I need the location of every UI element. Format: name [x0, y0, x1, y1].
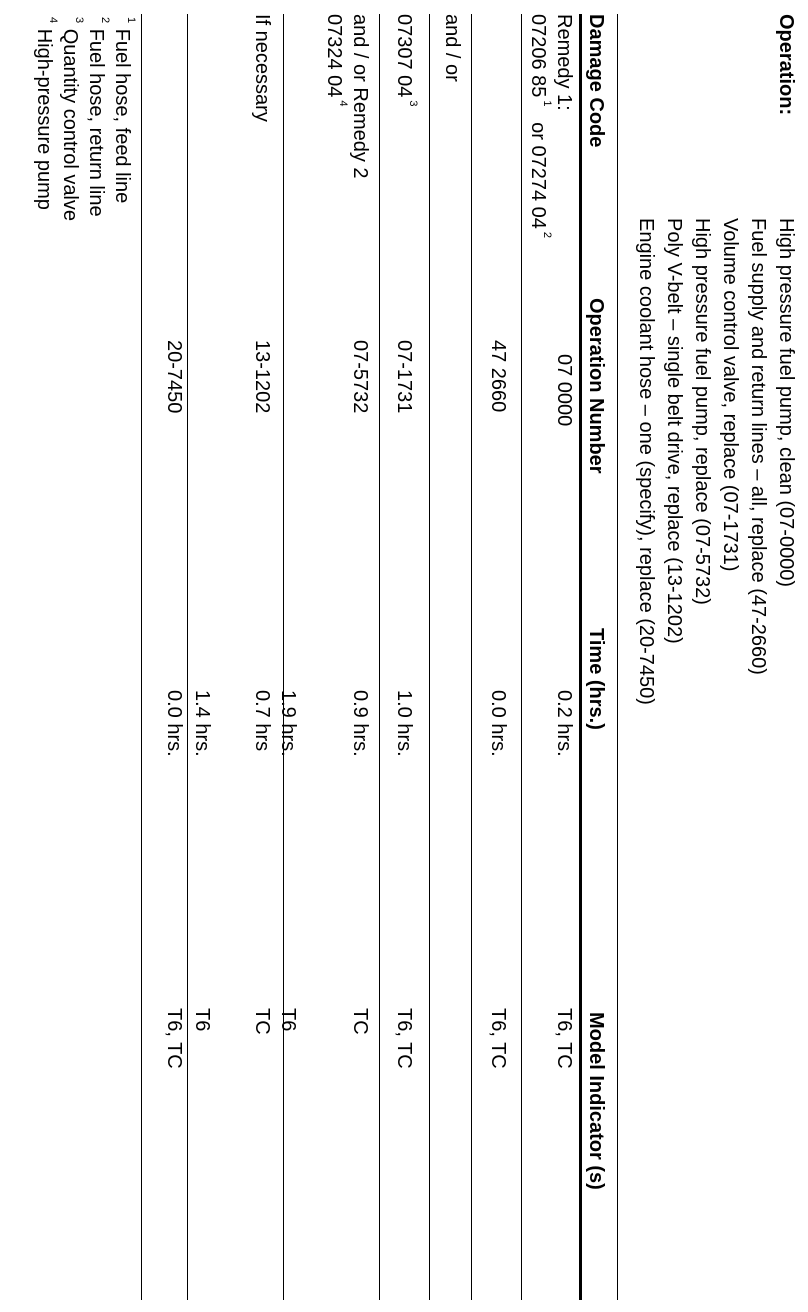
- cell-operation-number: 47 2660: [487, 340, 509, 413]
- footnote-text: Fuel hose, return line: [85, 28, 107, 217]
- cell-time: 1.9 hrs.: [277, 690, 299, 757]
- footnote: [85, 14, 111, 217]
- footnote: [111, 14, 137, 204]
- row-divider: [379, 14, 380, 1300]
- cell-model-indicator: TC: [349, 1008, 371, 1035]
- operation-label: Operation:: [775, 14, 797, 116]
- row-divider: [471, 14, 472, 1300]
- cell-model-indicator: T6, TC: [487, 1008, 509, 1069]
- operation-line: Poly V-belt – single belt drive, replace (13-1202): [663, 218, 685, 644]
- footnote-number: 3: [73, 17, 85, 24]
- cell-operation-number: 13-1202: [251, 340, 273, 414]
- cell-damage-code: Remedy 1:: [553, 14, 575, 111]
- cell-operation-number: 07-1731: [393, 340, 415, 414]
- cell-model-indicator: T6: [191, 1008, 213, 1032]
- footnote-text: Quantity control valve: [59, 28, 81, 222]
- cell-damage-code: If necessary: [251, 14, 273, 122]
- operation-line: Fuel supply and return lines – all, replace (47-2660): [747, 218, 769, 675]
- table-top-rule: [617, 14, 618, 1300]
- footnote: [33, 14, 59, 210]
- header-operation-number: Operation Number: [585, 298, 607, 474]
- cell-damage-code: [393, 14, 419, 107]
- footnote-number: 4: [47, 17, 59, 24]
- header-model-indicator: Model Indicator (s): [585, 1012, 607, 1190]
- table-bottom-rule: [141, 14, 142, 1300]
- cell-time: 0.2 hrs.: [553, 690, 575, 757]
- cell-time: 0.0 hrs.: [163, 690, 185, 757]
- footnote-ref: 2: [541, 231, 553, 238]
- operation-line: High pressure fuel pump, replace (07-5732): [691, 218, 713, 605]
- cell-damage-code: [527, 14, 553, 238]
- row-divider: [429, 14, 430, 1300]
- cell-operation-number: 07-5732: [349, 340, 371, 414]
- footnote-number: 1: [125, 17, 137, 24]
- footnote-ref: 4: [337, 100, 349, 107]
- footnote-ref: 1: [541, 100, 553, 107]
- operation-line: High pressure fuel pump, clean (07-0000): [775, 218, 797, 588]
- footnote-ref: 3: [407, 100, 419, 107]
- footnote-text: Fuel hose, feed line: [111, 28, 133, 204]
- cell-time: 1.4 hrs.: [191, 690, 213, 757]
- row-divider: [521, 14, 522, 1300]
- footnote-number: 2: [99, 17, 111, 24]
- header-rule: [579, 14, 582, 1300]
- operation-line: Volume control valve, replace (07-1731): [719, 218, 741, 572]
- row-divider: [187, 14, 188, 1300]
- damage-code-value: 07206 85: [527, 14, 549, 98]
- cell-operation-number: 20-7450: [163, 340, 185, 414]
- cell-model-indicator: T6, TC: [393, 1008, 415, 1069]
- cell-model-indicator: T6, TC: [553, 1008, 575, 1069]
- damage-code-value: 07307 04: [393, 14, 415, 98]
- damage-code-value: 07324 04: [323, 14, 345, 98]
- footnote: [59, 14, 85, 222]
- cell-time: 0.9 hrs.: [349, 690, 371, 757]
- damage-code-alt: or 07274 04: [527, 122, 549, 229]
- header-damage-code: Damage Code: [585, 14, 607, 148]
- cell-time: 0.7 hrs: [251, 690, 273, 752]
- cell-damage-code: [323, 14, 349, 107]
- cell-damage-code: and / or: [441, 14, 463, 82]
- cell-time: 0.0 hrs.: [487, 690, 509, 757]
- cell-model-indicator: TC: [251, 1008, 273, 1035]
- cell-damage-code: and / or Remedy 2: [349, 14, 371, 179]
- row-divider: [283, 14, 284, 1300]
- cell-model-indicator: T6, TC: [163, 1008, 185, 1069]
- footnote-text: High-pressure pump: [33, 28, 55, 210]
- operation-line: Engine coolant hose – one (specify), replace (20-7450): [635, 218, 657, 705]
- cell-operation-number: 07 0000: [553, 354, 575, 427]
- header-time: Time (hrs.): [585, 628, 607, 730]
- cell-time: 1.0 hrs.: [393, 690, 415, 757]
- cell-model-indicator: T6: [277, 1008, 299, 1032]
